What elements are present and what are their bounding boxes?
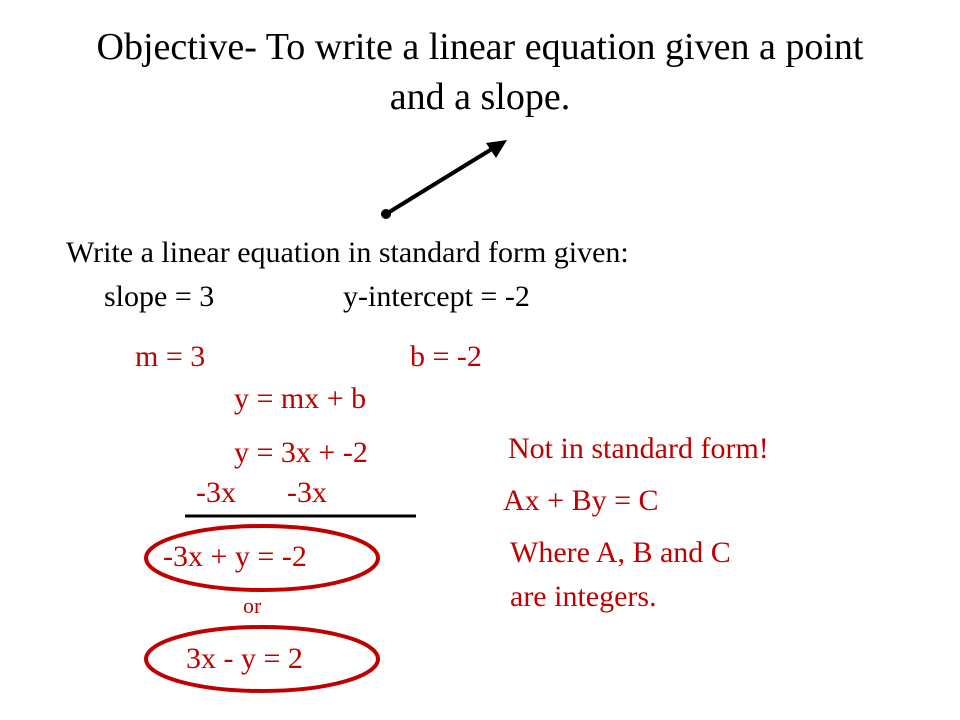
standard-form-template: Ax + By = C [503, 484, 659, 517]
not-standard-note: Not in standard form! [508, 432, 769, 465]
problem-prompt: Write a linear equation in standard form given: [66, 236, 629, 269]
b-value: b = -2 [410, 340, 482, 373]
standard-form-result: -3x + y = -2 [163, 540, 307, 573]
subtract-left-term: -3x [196, 476, 236, 509]
given-slope: slope = 3 [104, 280, 215, 313]
integer-condition-line-2: are integers. [510, 580, 657, 613]
alternate-standard-form-result: 3x - y = 2 [186, 642, 303, 675]
given-y-intercept: y-intercept = -2 [343, 280, 530, 313]
subtract-right-term: -3x [287, 476, 327, 509]
substituted-equation: y = 3x + -2 [234, 436, 368, 469]
slope-arrow-graphic [381, 140, 507, 219]
title-line-1: Objective- To write a linear equation given a point [96, 26, 864, 68]
or-label: or [243, 593, 262, 618]
title-line-2: and a slope. [389, 76, 571, 118]
m-value: m = 3 [135, 340, 206, 373]
integer-condition-line-1: Where A, B and C [510, 536, 731, 569]
slope-intercept-formula: y = mx + b [234, 382, 367, 415]
